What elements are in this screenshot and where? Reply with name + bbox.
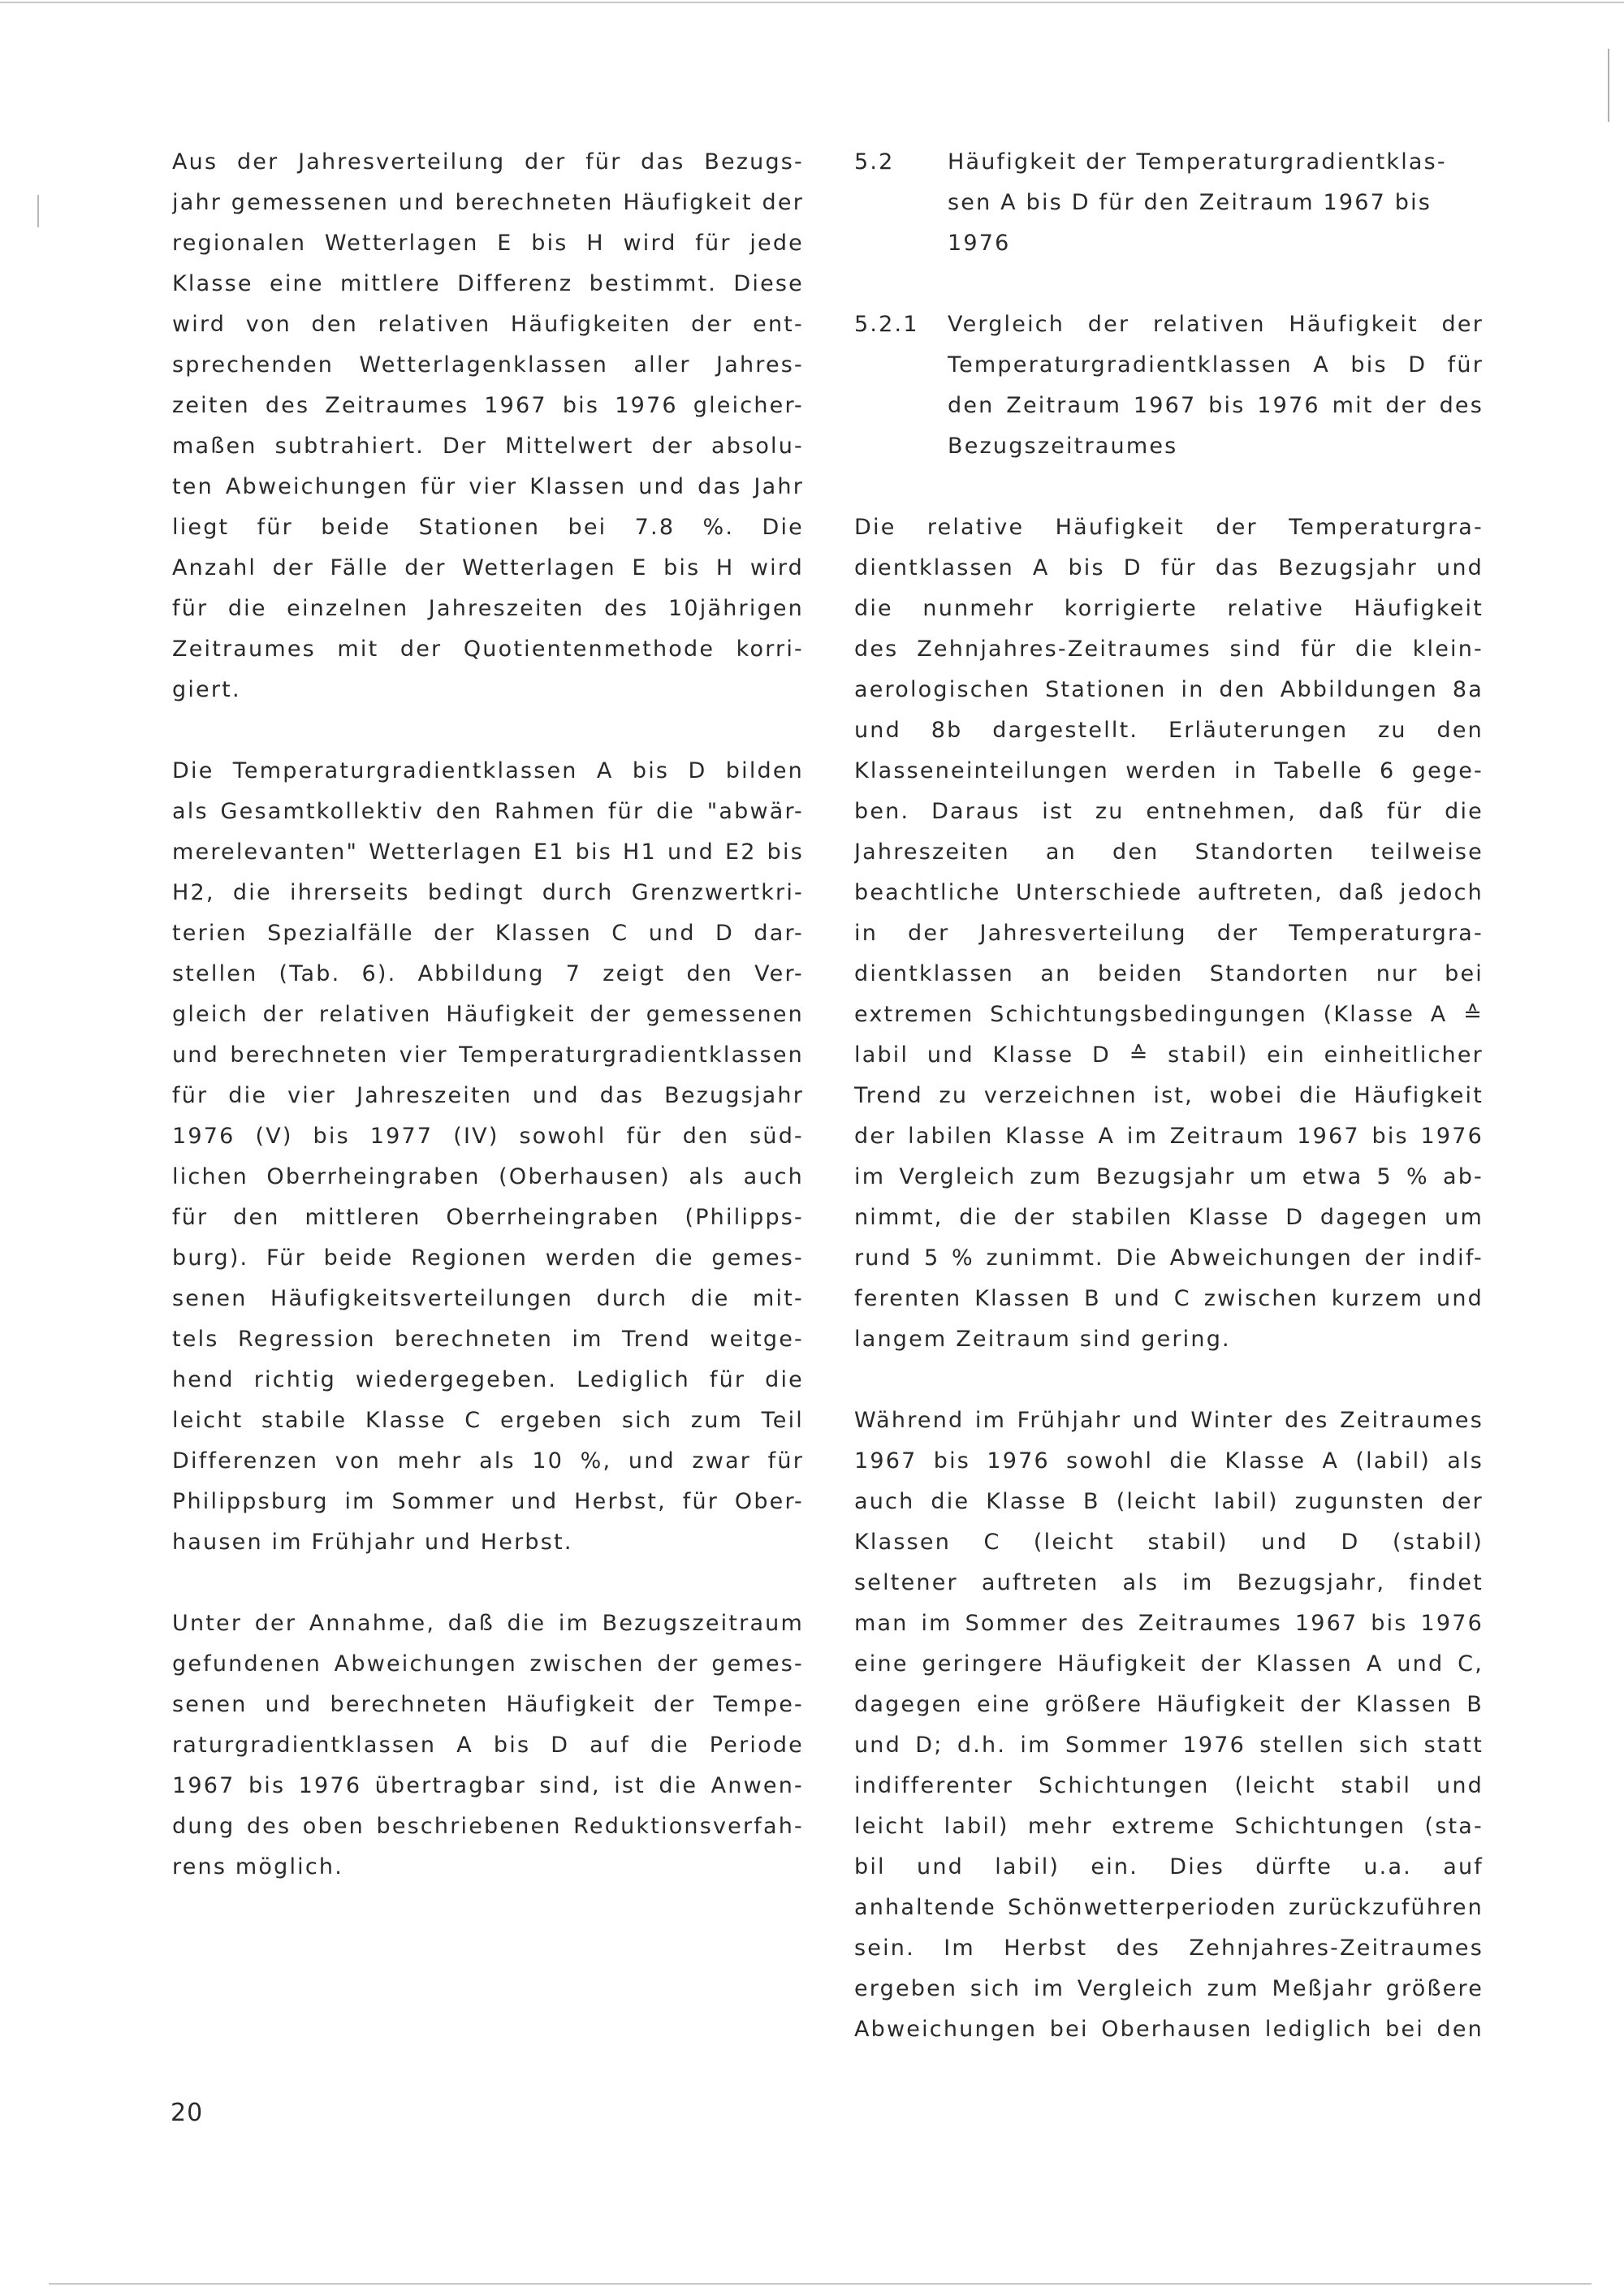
text-line: wird von den relativen Häufigkeiten der ent-	[172, 312, 804, 337]
text-line: rens möglich.	[172, 1854, 343, 1880]
text-line: giert.	[172, 677, 241, 702]
text-line: stellen (Tab. 6). Abbildung 7 zeigt den Ver-	[172, 961, 804, 986]
text-line: Klassen C (leicht stabil) und D (stabil)	[854, 1530, 1484, 1555]
text-line: ten Abweichungen für vier Klassen und das Jahr	[172, 474, 804, 499]
section-heading-5-2	[854, 142, 1484, 264]
text-line: leicht labil) mehr extreme Schichtungen (sta-	[854, 1814, 1484, 1839]
text-line: merelevanten" Wetterlagen E1 bis H1 und E2 bis	[172, 839, 804, 865]
text-line: dagegen eine größere Häufigkeit der Klassen B	[854, 1692, 1484, 1717]
text-line: leicht stabile Klasse C ergeben sich zum Teil	[172, 1408, 804, 1433]
right-column	[854, 142, 1484, 2091]
section-number: 5.2.1	[854, 312, 919, 337]
text-line: 1976	[948, 231, 1011, 256]
left-paragraph-3	[172, 1603, 804, 1888]
text-line: als Gesamtkollektiv den Rahmen für die "abwär-	[172, 799, 804, 824]
text-line: des Zehnjahres-Zeitraumes sind für die klein-	[854, 637, 1484, 662]
text-line: Jahreszeiten an den Standorten teilweise	[854, 839, 1484, 865]
text-line: liegt für beide Stationen bei 7.8 %. Die	[172, 515, 804, 540]
text-line: beachtliche Unterschiede auftreten, daß jedoch	[854, 880, 1484, 905]
text-line: Während im Frühjahr und Winter des Zeitraumes	[854, 1408, 1484, 1433]
text-line: und D; d.h. im Sommer 1976 stellen sich statt	[854, 1733, 1484, 1758]
text-line: im Vergleich zum Bezugsjahr um etwa 5 % ab-	[854, 1164, 1484, 1189]
text-line: nimmt, die der stabilen Klasse D dagegen um	[854, 1205, 1484, 1230]
text-line: Die Temperaturgradientklassen A bis D bilden	[172, 758, 804, 783]
text-line: 1967 bis 1976 übertragbar sind, ist die Anwen-	[172, 1773, 804, 1798]
text-line: sprechenden Wetterlagenklassen aller Jahres-	[172, 352, 804, 378]
text-line: ben. Daraus ist zu entnehmen, daß für die	[854, 799, 1484, 824]
text-line: langem Zeitraum sind gering.	[854, 1327, 1231, 1352]
text-line: zeiten des Zeitraumes 1967 bis 1976 gleicher-	[172, 393, 804, 418]
text-line: Anzahl der Fälle der Wetterlagen E bis H wird	[172, 555, 804, 580]
text-line: 1967 bis 1976 sowohl die Klasse A (labil) als	[854, 1448, 1484, 1474]
section-title	[948, 304, 1484, 467]
text-line: Differenzen von mehr als 10 %, und zwar für	[172, 1448, 804, 1474]
text-line: Abweichungen bei Oberhausen lediglich bei den	[854, 2017, 1484, 2042]
section-number: 5.2	[854, 149, 895, 175]
section-heading-5-2-1	[854, 304, 1484, 467]
text-line: labil und Klasse D ≙ stabil) ein einheitlicher	[854, 1042, 1484, 1068]
text-line: jahr gemessenen und berechneten Häufigkeit der	[172, 190, 804, 215]
text-line: für die einzelnen Jahreszeiten des 10jährigen	[172, 596, 804, 621]
text-line: Häufigkeit der Temperaturgradientklas-	[948, 149, 1447, 175]
text-line: senen und berechneten Häufigkeit der Tempe-	[172, 1692, 804, 1717]
scan-edge-left	[37, 195, 39, 227]
text-line: gefundenen Abweichungen zwischen der gemes-	[172, 1651, 804, 1677]
text-line: lichen Oberrheingraben (Oberhausen) als auch	[172, 1164, 804, 1189]
text-line: für die vier Jahreszeiten und das Bezugsjahr	[172, 1083, 804, 1108]
text-line: raturgradientklassen A bis D auf die Periode	[172, 1733, 804, 1758]
text-line: Philippsburg im Sommer und Herbst, für Ober-	[172, 1489, 804, 1514]
text-line: Trend zu verzeichnen ist, wobei die Häufigkeit	[854, 1083, 1484, 1108]
scan-edge-top	[0, 2, 1624, 3]
text-line: hausen im Frühjahr und Herbst.	[172, 1530, 573, 1555]
text-line: Unter der Annahme, daß die im Bezugszeitraum	[172, 1611, 804, 1636]
text-line: in der Jahresverteilung der Temperaturgra-	[854, 921, 1484, 946]
text-line: Zeitraumes mit der Quotientenmethode korri-	[172, 637, 804, 662]
text-line: hend richtig wiedergegeben. Lediglich für die	[172, 1367, 804, 1392]
text-line: extremen Schichtungsbedingungen (Klasse A ≙	[854, 1002, 1484, 1027]
text-line: dung des oben beschriebenen Reduktionsverfah-	[172, 1814, 804, 1839]
left-paragraph-1	[172, 142, 804, 710]
text-line: indifferenter Schichtungen (leicht stabil und	[854, 1773, 1484, 1798]
right-paragraph-2	[854, 1400, 1484, 2050]
text-line: seltener auftreten als im Bezugsjahr, findet	[854, 1570, 1484, 1595]
page-number: 20	[171, 2099, 204, 2127]
scan-edge-bottom	[49, 2283, 1592, 2285]
right-paragraph-1	[854, 507, 1484, 1360]
text-line: eine geringere Häufigkeit der Klassen A und C,	[854, 1651, 1484, 1677]
text-line: Temperaturgradientklassen A bis D für	[948, 352, 1484, 378]
text-line: Klasse eine mittlere Differenz bestimmt. Diese	[172, 271, 804, 296]
text-line: den Zeitraum 1967 bis 1976 mit der des	[948, 393, 1484, 418]
text-line: man im Sommer des Zeitraumes 1967 bis 1976	[854, 1611, 1484, 1636]
text-line: tels Regression berechneten im Trend weitge-	[172, 1327, 804, 1352]
text-line: die nunmehr korrigierte relative Häufigkeit	[854, 596, 1484, 621]
text-line: regionalen Wetterlagen E bis H wird für jede	[172, 231, 804, 256]
text-line: H2, die ihrerseits bedingt durch Grenzwertkri-	[172, 880, 804, 905]
text-line: bil und labil) ein. Dies dürfte u.a. auf	[854, 1854, 1484, 1880]
text-line: auch die Klasse B (leicht labil) zugunsten der	[854, 1489, 1484, 1514]
text-line: aerologischen Stationen in den Abbildungen 8a	[854, 677, 1484, 702]
text-line: dientklassen an beiden Standorten nur bei	[854, 961, 1484, 986]
text-line: und berechneten vier Temperaturgradientklassen	[172, 1042, 804, 1068]
text-line: der labilen Klasse A im Zeitraum 1967 bis 1976	[854, 1124, 1484, 1149]
text-line: senen Häufigkeitsverteilungen durch die mit-	[172, 1286, 804, 1311]
left-paragraph-2	[172, 751, 804, 1563]
left-column	[172, 142, 804, 1928]
section-title	[948, 142, 1484, 264]
text-line: Bezugszeitraumes	[948, 434, 1178, 459]
text-line: und 8b dargestellt. Erläuterungen zu den	[854, 718, 1484, 743]
text-line: Aus der Jahresverteilung der für das Bezugs-	[172, 149, 804, 175]
scan-edge-right	[1608, 49, 1609, 122]
text-line: maßen subtrahiert. Der Mittelwert der absolu-	[172, 434, 804, 459]
text-line: sen A bis D für den Zeitraum 1967 bis	[948, 190, 1432, 215]
text-line: Klasseneinteilungen werden in Tabelle 6 gege-	[854, 758, 1484, 783]
text-line: burg). Für beide Regionen werden die gemes-	[172, 1245, 804, 1271]
text-line: ergeben sich im Vergleich zum Meßjahr größere	[854, 1976, 1484, 2001]
text-line: gleich der relativen Häufigkeit der gemessenen	[172, 1002, 804, 1027]
text-line: anhaltende Schönwetterperioden zurückzuführen	[854, 1895, 1484, 1920]
text-line: 1976 (V) bis 1977 (IV) sowohl für den süd-	[172, 1124, 804, 1149]
text-line: Die relative Häufigkeit der Temperaturgra-	[854, 515, 1484, 540]
text-line: Vergleich der relativen Häufigkeit der	[948, 312, 1484, 337]
text-line: dientklassen A bis D für das Bezugsjahr und	[854, 555, 1484, 580]
text-line: ferenten Klassen B und C zwischen kurzem und	[854, 1286, 1484, 1311]
text-line: sein. Im Herbst des Zehnjahres-Zeitraumes	[854, 1936, 1484, 1961]
text-line: für den mittleren Oberrheingraben (Philipps-	[172, 1205, 804, 1230]
text-line: rund 5 % zunimmt. Die Abweichungen der indif-	[854, 1245, 1484, 1271]
text-line: terien Spezialfälle der Klassen C und D dar-	[172, 921, 804, 946]
